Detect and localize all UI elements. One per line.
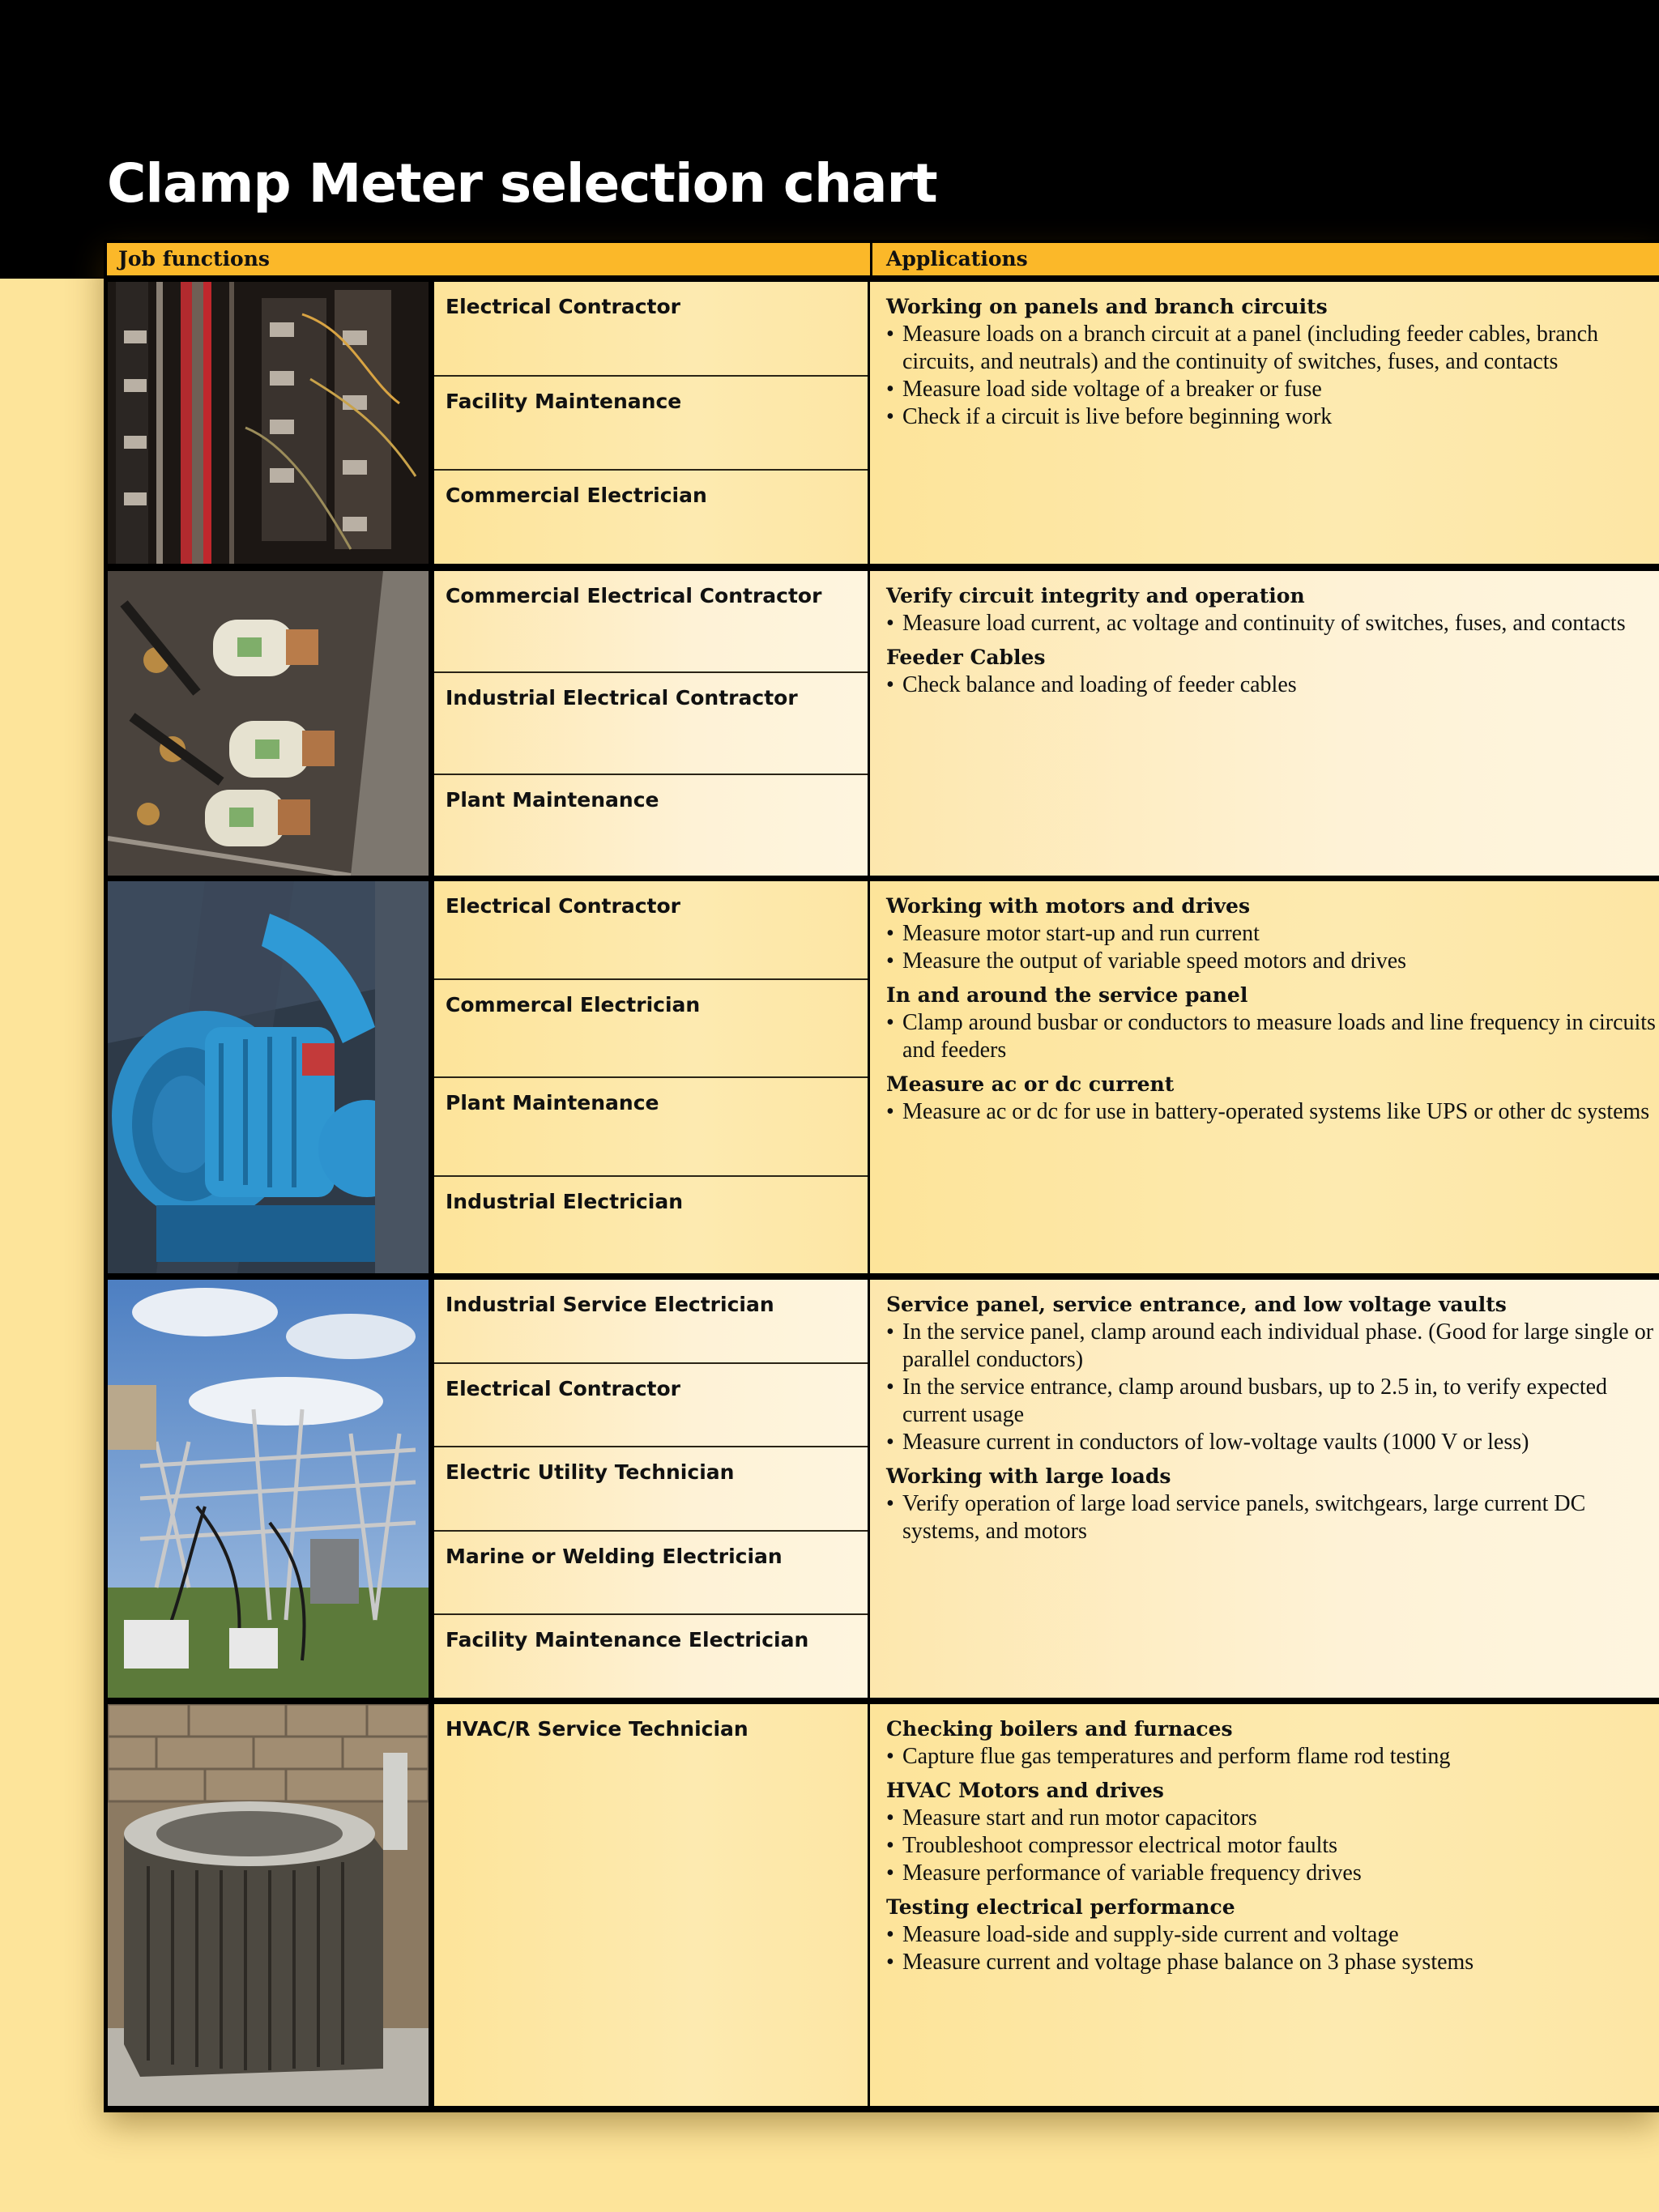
- application-item: • Measure motor start-up and run current: [886, 920, 1659, 948]
- application-item: • Measure the output of variable speed motors and drives: [886, 948, 1659, 975]
- application-item: • Measure loads on a branch circuit at a panel (including feeder cables, branch circuits, and neutrals) and the continuity of switches, fuses, and contacts: [886, 321, 1659, 376]
- application-item: • Verify operation of large load service panels, switchgears, large current DC systems, and motors: [886, 1490, 1659, 1545]
- application-item: • Troubleshoot compressor electrical motor faults: [886, 1832, 1659, 1860]
- application-item: • Measure load-side and supply-side current and voltage: [886, 1921, 1659, 1949]
- application-item: • Measure performance of variable frequency drives: [886, 1860, 1659, 1887]
- job-item: Electrical Contractor: [446, 295, 680, 318]
- job-item: Plant Maintenance: [434, 1076, 868, 1175]
- application-heading: Feeder Cables: [886, 646, 1046, 669]
- job-list: [434, 1704, 868, 2106]
- job-item: Facility Maintenance Electrician: [434, 1613, 868, 1698]
- application-group: [886, 582, 1659, 637]
- job-item: Commercial Electrician: [434, 469, 868, 564]
- job-list: [434, 1280, 868, 1698]
- job-item: Industrial Electrical Contractor: [434, 671, 868, 774]
- application-list: [870, 571, 1659, 876]
- section-panels: [104, 282, 1659, 564]
- application-list: [870, 1704, 1659, 2106]
- application-heading: Verify circuit integrity and operation: [886, 584, 1305, 607]
- section-motors-drives: [104, 881, 1659, 1273]
- job-item: Commercial Electrical Contractor: [446, 584, 822, 607]
- application-list: [870, 282, 1659, 564]
- selection-chart: [104, 240, 1659, 2112]
- page-title: Clamp Meter selection chart: [107, 152, 937, 215]
- application-heading: Working with motors and drives: [886, 894, 1251, 918]
- application-item: • Measure current in conductors of low-voltage vaults (1000 V or less): [886, 1429, 1659, 1456]
- application-item: • Capture flue gas temperatures and perform flame rod testing: [886, 1743, 1659, 1771]
- job-list: [434, 282, 868, 564]
- application-item: • Measure load side voltage of a breaker or fuse: [886, 376, 1659, 403]
- title-band: [0, 0, 1659, 279]
- job-list: [434, 571, 868, 876]
- application-item: • Measure load current, ac voltage and continuity of switches, fuses, and contacts: [886, 610, 1659, 637]
- job-item: Industrial Electrician: [434, 1175, 868, 1274]
- application-item: • Measure ac or dc for use in battery-operated systems like UPS or other dc systems: [886, 1098, 1659, 1126]
- application-item: • In the service entrance, clamp around busbars, up to 2.5 in, to verify expected current usage: [886, 1374, 1659, 1429]
- electrical-panel-photo: [108, 282, 429, 564]
- application-heading: Working on panels and branch circuits: [886, 295, 1328, 318]
- application-list: [870, 1280, 1659, 1698]
- job-item: Electrical Contractor: [434, 1362, 868, 1447]
- application-group: [886, 1291, 1659, 1456]
- application-heading: Testing electrical performance: [886, 1895, 1235, 1919]
- header-divider: [870, 243, 872, 275]
- job-item: Facility Maintenance: [434, 375, 868, 470]
- application-group: [886, 1894, 1659, 1976]
- job-item: Electrical Contractor: [446, 894, 680, 918]
- application-heading: Service panel, service entrance, and low voltage vaults: [886, 1293, 1507, 1316]
- application-item: • Measure start and run motor capacitors: [886, 1805, 1659, 1832]
- section-service-panel: [104, 1280, 1659, 1698]
- application-heading: Measure ac or dc current: [886, 1072, 1175, 1096]
- application-item: • Check if a circuit is live before beginning work: [886, 403, 1659, 431]
- application-group: [886, 893, 1659, 975]
- applications-header: Applications: [886, 247, 1028, 271]
- application-group: [886, 1071, 1659, 1126]
- job-list: [434, 881, 868, 1273]
- application-item: • Clamp around busbar or conductors to measure loads and line frequency in circuits and feeders: [886, 1009, 1659, 1064]
- job-item: Electric Utility Technician: [434, 1446, 868, 1530]
- job-item: Marine or Welding Electrician: [434, 1530, 868, 1614]
- application-group: [886, 982, 1659, 1064]
- application-list: [870, 881, 1659, 1273]
- hvac-unit-photo: [108, 1704, 429, 2106]
- section-hvac: [104, 1704, 1659, 2106]
- application-heading: In and around the service panel: [886, 983, 1248, 1007]
- application-group: [886, 1715, 1659, 1771]
- section-circuit-integrity: [104, 571, 1659, 876]
- application-group: [886, 1463, 1659, 1545]
- title-band-edge: [0, 243, 107, 279]
- substation-photo: [108, 1280, 429, 1698]
- fuse-block-photo: [108, 571, 429, 876]
- application-item: • In the service panel, clamp around each individual phase. (Good for large single or parallel conductors): [886, 1319, 1659, 1374]
- job-item: Industrial Service Electrician: [446, 1293, 774, 1316]
- application-heading: Checking boilers and furnaces: [886, 1717, 1233, 1741]
- chart-header: [107, 243, 1659, 275]
- application-heading: HVAC Motors and drives: [886, 1779, 1164, 1802]
- motor-pump-photo: [108, 881, 429, 1273]
- application-item: • Measure current and voltage phase balance on 3 phase systems: [886, 1949, 1659, 1976]
- job-item: Commercal Electrician: [434, 978, 868, 1077]
- job-functions-header: Job functions: [118, 247, 270, 271]
- application-group: [886, 644, 1659, 699]
- job-item: Plant Maintenance: [434, 774, 868, 876]
- application-heading: Working with large loads: [886, 1464, 1171, 1488]
- job-item: HVAC/R Service Technician: [446, 1717, 748, 1741]
- application-group: [886, 1777, 1659, 1887]
- application-group: [886, 293, 1659, 431]
- application-item: • Check balance and loading of feeder cables: [886, 671, 1659, 699]
